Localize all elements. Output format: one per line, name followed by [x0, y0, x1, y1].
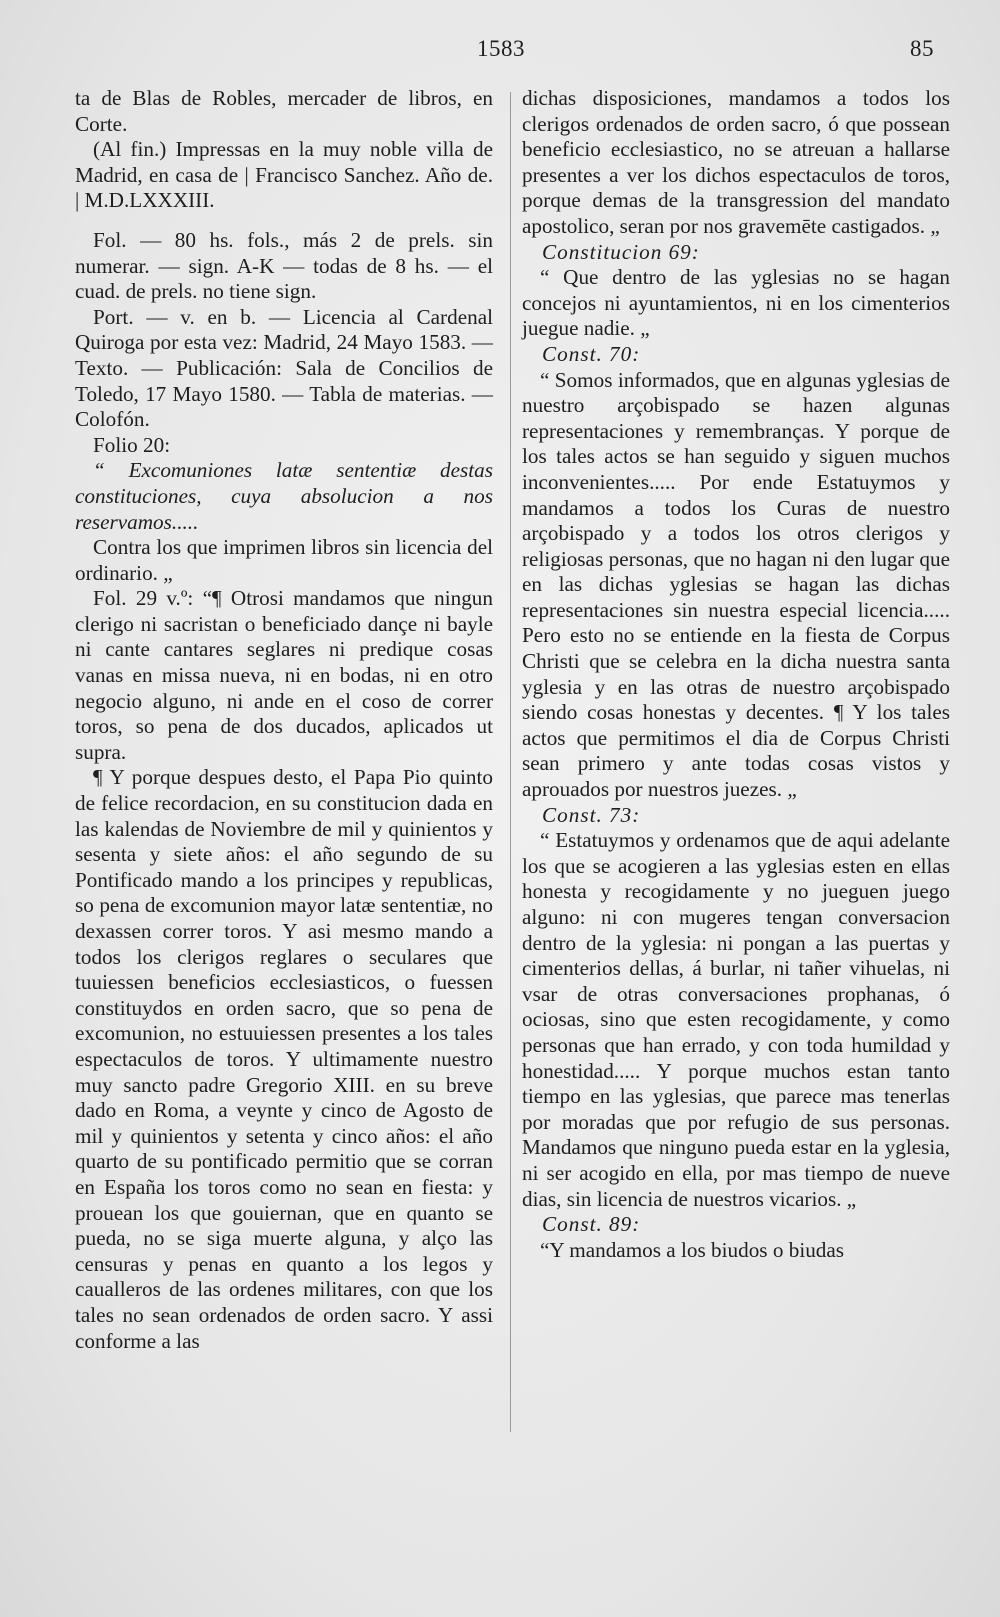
constitution-heading: Const. 70: [542, 341, 641, 366]
constitution-heading: Constitucion 69: [542, 239, 700, 264]
paragraph: ta de Blas de Robles, mercader de libros, en Corte. [75, 86, 493, 136]
paragraph: Fol. 29 v.º: “¶ Otrosi mandamos que ningun clerigo ni sacristan o beneficiado dançe ni bayle ni cante cantares seglares ni predique cosas vanas en missa nueva, ni en bodas, ni en otro negocio alguno, ni ande en el coso de correr toros, so pena de dos ducados, aplicados ut supra. [75, 586, 493, 764]
paragraph: “ Somos informados, que en algunas yglesias de nuestro arçobispado se hazen algunas representaciones y remembranças. Y porque de los tales actos se han seguido y siguen muchos inconvenientes..... Por ende Estatuymos y mandamos a todos los Curas de nuestro arçobispado y a todos los otros clerigos y religiosas personas, que no hagan ni den lugar que en las dichas yglesias se hagan las dichas representaciones sin nuestra especial licencia..... Pero esto no se entiende en la fiesta de Corpus Christi que se celebra en la dicha nuestra santa yglesia y en las otras de nuestro arçobispado siendo cosas honestas y decentes. ¶ Y los tales actos que permitimos el dia de Corpus Christi sean primero y ante todas cosas vistos y aprouados por nuestros juezes. „ [522, 367, 950, 802]
paragraph: Port. — v. en b. — Licencia al Cardenal Quiroga por esta vez: Madrid, 24 Mayo 1583. — Texto. — Publicación: Sala de Concilios de Toledo, 17 Mayo 1580. — Tabla de materias. — Colofón. [75, 304, 493, 432]
paragraph: “ Excomuniones latæ sententiæ destas constituciones, cuya absolucion a nos reservamos..... [75, 458, 493, 534]
paragraph: Fol. — 80 hs. fols., más 2 de prels. sin numerar. — sign. A-K — todas de 8 hs. — el cuad. de prels. no tiene sign. [75, 227, 493, 304]
constitution-heading: Const. 89: [542, 1212, 641, 1237]
paragraph: “Y mandamos a los biudos o biudas [540, 1237, 845, 1262]
paragraph: (Al fin.) Impressas en la muy noble villa de Madrid, en casa de | Francisco Sanchez. Año de. | M.D.LXXXIII. [75, 137, 493, 213]
paragraph: “ Estatuymos y ordenamos que de aqui adelante los que se acogieren a las yglesias esten en ellas honesta y recogidamente y no jueguen juego alguno: ni con mugeres tengan conversacion dentro de la yglesia: ni pongan a las puertas y cimenterios dellas, á burlar, ni tañer vihuelas, ni vsar de otras conversaciones prophanas, ó ociosas, sino que esten recogidamente, y como personas que han errado, y con toda humildad y honestidad..... Y porque muchos estan tanto tiempo en las yglesias, que parece mas tenerlas por moradas que por refugio de sus personas. Mandamos que ninguno pueda estar en la yglesia, ni ser acogido en ella, por mas tiempo de nueve dias, sin licencia de nuestros vicarios. „ [522, 828, 950, 1211]
page-number: 85 [910, 36, 934, 61]
running-head-year: 1583 [477, 36, 525, 61]
paragraph: “ Que dentro de las yglesias no se hagan concejos ni ayuntamientos, ni en los cimenterios juegue nadie. „ [522, 265, 950, 341]
column-divider [510, 92, 511, 1432]
right-column [522, 86, 950, 1263]
paragraph: ¶ Y porque despues desto, el Papa Pio quinto de felice recordacion, en su constitucion dada en las kalendas de Noviembre de mil y quinientos y sesenta y siete años: el año segundo de su Pontificado mando a los principes y republicas, so pena de excomunion mayor latæ sententiæ, no dexassen correr toros. Y asi mesmo mando a todos los clerigos reglares o seculares que tuuiessen beneficios ecclesiasticos, o fuessen constituydos en orden sacro, que so pena de excomunion, no estuuiessen presentes a los tales espectaculos de toros. Y ultimamente nuestro muy sancto padre Gregorio XIII. en su breve dado en Roma, a veynte y cinco de Agosto de mil y quinientos y setenta y cinco años: el año quarto de su pontificado permitio que se corran en España los toros como no sean en fiesta: y prouean los que gouiernan, que en quanto se pueda, no se siga muerte alguna, y alço las censuras y penas en quanto a los legos y caualleros de las ordenes militares, con que los tales no sean ordenados de orden sacro. Y assi conforme a las [75, 765, 493, 1353]
paragraph: dichas disposiciones, mandamos a todos los clerigos ordenados de orden sacro, ó que possean beneficio ecclesiastico, no se atreuan a hallarse presentes a ver los dichos espectaculos de toros, porque demas de la transgression del mandato apostolico, seran por nos gravemēte castigados. „ [522, 86, 950, 238]
constitution-heading: Const. 73: [542, 802, 641, 827]
paragraph: Contra los que imprimen libros sin licencia del ordinario. „ [75, 535, 493, 585]
left-column [75, 86, 493, 1354]
paragraph: Folio 20: [93, 432, 171, 457]
